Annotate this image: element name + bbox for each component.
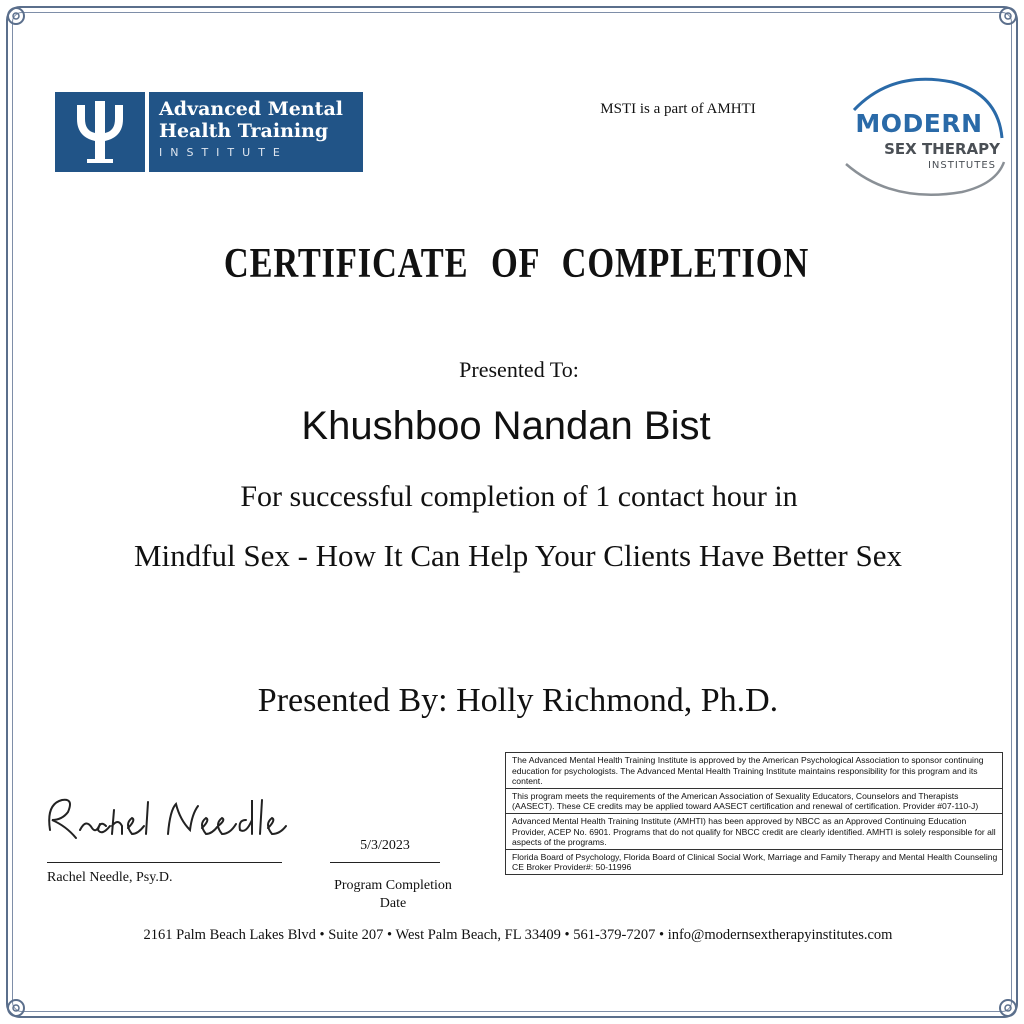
date-line xyxy=(330,862,440,863)
amhti-wordmark xyxy=(149,92,363,172)
psi-icon xyxy=(55,92,145,172)
msti-swoosh-icon xyxy=(832,76,1010,200)
signatory-name: Rachel Needle, Psy.D. xyxy=(47,870,173,885)
accreditation-box xyxy=(505,752,1003,875)
header-note: MSTI is a part of AMHTI xyxy=(600,101,756,117)
signature-line xyxy=(47,862,282,863)
footer-contact: 2161 Palm Beach Lakes Blvd • Suite 207 • West Palm Beach, FL 33409 • 561-379-7207 • info@modernsextherapyinstitutes.com xyxy=(143,927,893,943)
accreditation-florida: Florida Board of Psychology, Florida Board of Clinical Social Work, Marriage and Family Therapy and Mental Health Counseling CE Broker Provider#: 50-11996 xyxy=(512,851,998,873)
presented-to-label: Presented To: xyxy=(459,357,579,382)
msti-logo xyxy=(832,76,1010,200)
corner-ornament-icon xyxy=(996,4,1020,28)
completion-date-label xyxy=(318,877,468,913)
corner-ornament-icon xyxy=(4,996,28,1020)
amhti-logo-line1: Advanced Mental xyxy=(159,98,343,120)
amhti-logo xyxy=(55,92,363,172)
accreditation-aasect: This program meets the requirements of the American Association of Sexuality Educators, Counselors and Therapists (AASECT). These CE credits may be applied toward AASECT certification and renewal of certification. Provider #07-110-J) xyxy=(506,789,1002,814)
msti-logo-line3: INSTITUTES xyxy=(927,160,996,171)
course-title: Mindful Sex - How It Can Help Your Clients Have Better Sex xyxy=(133,538,903,573)
corner-ornament-icon xyxy=(996,996,1020,1020)
certificate-title: CERTIFICATE OF COMPLETION xyxy=(223,241,810,287)
signature-image xyxy=(40,790,300,850)
corner-ornament-icon xyxy=(4,4,28,28)
completion-date: 5/3/2023 xyxy=(360,838,410,853)
recipient-name: Khushboo Nandan Bist xyxy=(301,404,711,448)
msti-logo-line1: MODERN xyxy=(855,109,983,138)
accreditation-apa: The Advanced Mental Health Training Institute is approved by the American Psychological Association to sponsor continuing education for psychologists. The Advanced Mental Health Training Institute maintains responsibility for this program and its content. xyxy=(506,753,1002,789)
completion-statement: For successful completion of 1 contact hour in xyxy=(240,480,798,513)
amhti-logo-line2: Health Training xyxy=(159,120,329,142)
completion-date-label-line2: Date xyxy=(379,896,407,911)
msti-logo-line2: SEX THERAPY xyxy=(884,140,1000,158)
accreditation-nbcc: Advanced Mental Health Training Institute (AMHTI) has been approved by NBCC as an Approved Continuing Education Provider, ACEP No. 6901. Programs that do not qualify for NBCC credit are clearly identified. AMHTI is solely responsible for all aspects of the programs. xyxy=(506,814,1002,850)
presenter-line: Presented By: Holly Richmond, Ph.D. xyxy=(257,682,779,719)
amhti-logo-line3: INSTITUTE xyxy=(159,146,288,159)
completion-date-label-line1: Program Completion xyxy=(334,878,452,893)
